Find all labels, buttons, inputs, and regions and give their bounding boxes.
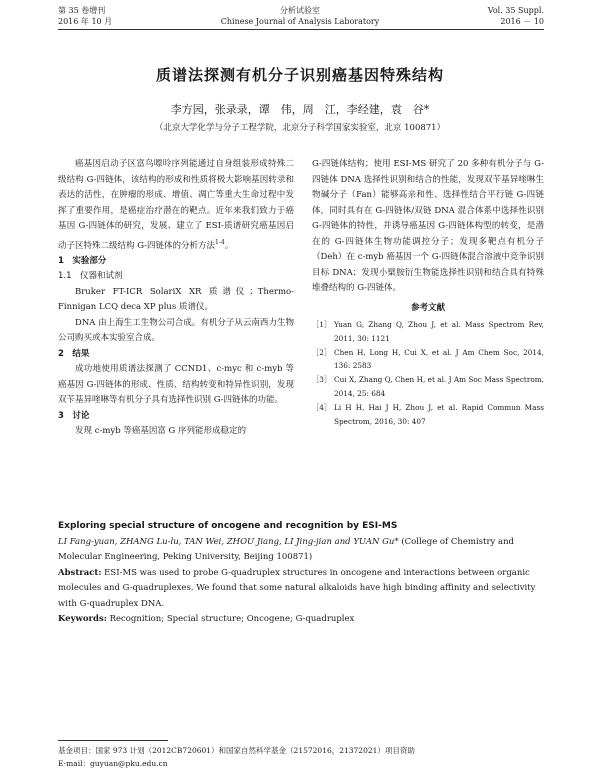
footnote: [58, 744, 544, 770]
header-journal-cn: 分析试验室: [280, 6, 320, 15]
funding-note: 基金项目：国家 973 计划（2012CB720601）和国家自然科学基金（21572016，21372021）项目资助: [58, 746, 415, 755]
intro-text: 癌基因启动子区富鸟嘌呤序列能通过自身组装形成特殊二级结构 G-四链体，该结构的形成和性质将极大影响基因转录和表达的活性，在肿瘤的形成、增值、凋亡等重大生命过程中发挥了重要作用，是癌症治疗潜在的靶点。近年来我们致力于癌基因 G-四链体的研究，发展、建立了 ESI-质谱研究癌基因启动子区特殊二级结构 G-四链体的分析方法: [58, 159, 294, 251]
english-title: Exploring special structure of oncogene and recognition by ESI-MS: [58, 521, 398, 531]
reference-item: [312, 346, 544, 374]
reference-number: ［2］: [312, 347, 332, 357]
reference-text: Yuan G, Zhang Q, Zhou J, et al. Mass Spectrom Rev, 2011, 30: 1121: [334, 320, 544, 343]
intro-citation: 1-4: [215, 238, 225, 246]
paper-affiliation: （北京大学化学与分子工程学院，北京分子科学国家实验室，北京 100871）: [154, 123, 446, 133]
section-1-heading: 1 实验部分: [58, 255, 107, 266]
left-column: [58, 157, 294, 440]
reference-item: [312, 373, 544, 401]
intro-paragraph: [58, 157, 294, 254]
section-1-1-heading: 1.1 仪器和试剂: [58, 271, 123, 282]
header-rule: [58, 29, 544, 30]
section-2-heading: 2 结果: [58, 348, 90, 359]
right-column: [312, 157, 544, 428]
section-3-heading: 3 讨论: [58, 410, 90, 421]
references-title: 参考文献: [410, 302, 445, 313]
results-paragraph: 成功地使用质谱法探测了 CCND1、c-myc 和 c-myb 等癌基因 G-四链体的形成、性质、结构转变和特异性识别，发现双苄基异喹啉等有机分子具有选择性识别 G-四链体的功能。: [58, 364, 294, 406]
header-volume-cn: 第 35 卷增刊: [58, 6, 106, 15]
english-keywords: [58, 612, 544, 628]
reagents-paragraph: DNA 由上海生工生物公司合成。有机分子从云南西力生物公司购买或本实验室合成。: [58, 317, 294, 344]
reference-text: Li H H, Hai J H, Zhou J, et al. Rapid Commun Mass Spectrom, 2016, 30: 407: [334, 402, 544, 426]
reference-list: [312, 318, 544, 428]
header-date-cn: 2016 年 10 月: [58, 17, 113, 26]
discussion-continued: G-四链体结构；使用 ESI-MS 研究了 20 多种有机分子与 G-四链体 DNA 选择性识别和结合的性能，发现双苄基异喹啉生物碱分子（Fan）能够高亲和性、选择性结合平行链 G-四链体，同时具有在 G-四链体/双链 DNA 混合体系中选择性识别 G-四链体的特性，并诱导癌基因 G-四链体构型的转变，是潜在的 G-四链体生物功能调控分子；发现多靶点有机分子（Deh）在 c-myb 癌基因一个 G-四链体混合溶液中竞争识别目标 DNA；发现小檗胺衍生物能选择性识别和结合具有特殊堆叠结构的 G-四链体。: [312, 159, 544, 293]
english-authors-line: [58, 535, 544, 566]
header-date-en: 2016 － 10: [500, 17, 544, 26]
paper-title: 质谱法探测有机分子识别癌基因特殊结构: [155, 66, 444, 84]
reference-number: ［3］: [312, 375, 332, 385]
discussion-start: 发现 c-myb 等癌基因富 G 序列能形成稳定的: [75, 426, 247, 437]
reference-number: ［1］: [312, 320, 332, 329]
footnote-rule: [58, 740, 168, 741]
english-authors: LI Fang-yuan, ZHANG Lu-lu, TAN Wei, ZHOU Jiang, LI Jing-jian and YUAN Gu*: [58, 536, 399, 547]
keywords-label: Keywords:: [58, 614, 107, 624]
reference-text: Chen H, Long H, Cui X, et al. J Am Chem Soc, 2014, 136: 2583: [334, 347, 544, 371]
abstract-label: Abstract:: [58, 567, 102, 578]
english-abstract: [58, 566, 544, 613]
instruments-paragraph: Bruker FT-ICR SolariX XR 质谱仪；Thermo-Finnigan LCQ deca XP plus 质谱仪。: [58, 286, 294, 313]
reference-text: Cui X, Zhang Q, Chen H, et al. J Am Soc Mass Spectrom, 2014, 25: 684: [334, 375, 544, 398]
english-affiliation: (College of Chemistry and Molecular Engineering, Peking University, Beijing 100871): [58, 536, 515, 562]
reference-number: ［4］: [312, 402, 332, 412]
paper-authors: 李方园，张录录，谭 伟，周 江，李经建，袁 谷*: [170, 103, 430, 116]
english-abstract-block: [58, 519, 544, 628]
header-volume-en: Vol. 35 Suppl.: [487, 6, 544, 15]
reference-item: [312, 318, 544, 346]
email-note: E-mail：guyuan@pku.edu.cn: [58, 759, 168, 768]
intro-end: 。: [224, 240, 234, 251]
abstract-text: ESI-MS was used to probe G-quadruplex structures in oncogene and interactions between organic molecules and G-quadruplexes. We found that some natural alkaloids have high binding affinity and selectivity with G-quadruplex DNA.: [58, 567, 536, 609]
reference-item: [312, 401, 544, 429]
keywords-text: Recognition; Special structure; Oncogene; G-quadruplex: [106, 614, 355, 624]
header-journal-en: Chinese Journal of Analysis Laboratory: [220, 17, 380, 26]
